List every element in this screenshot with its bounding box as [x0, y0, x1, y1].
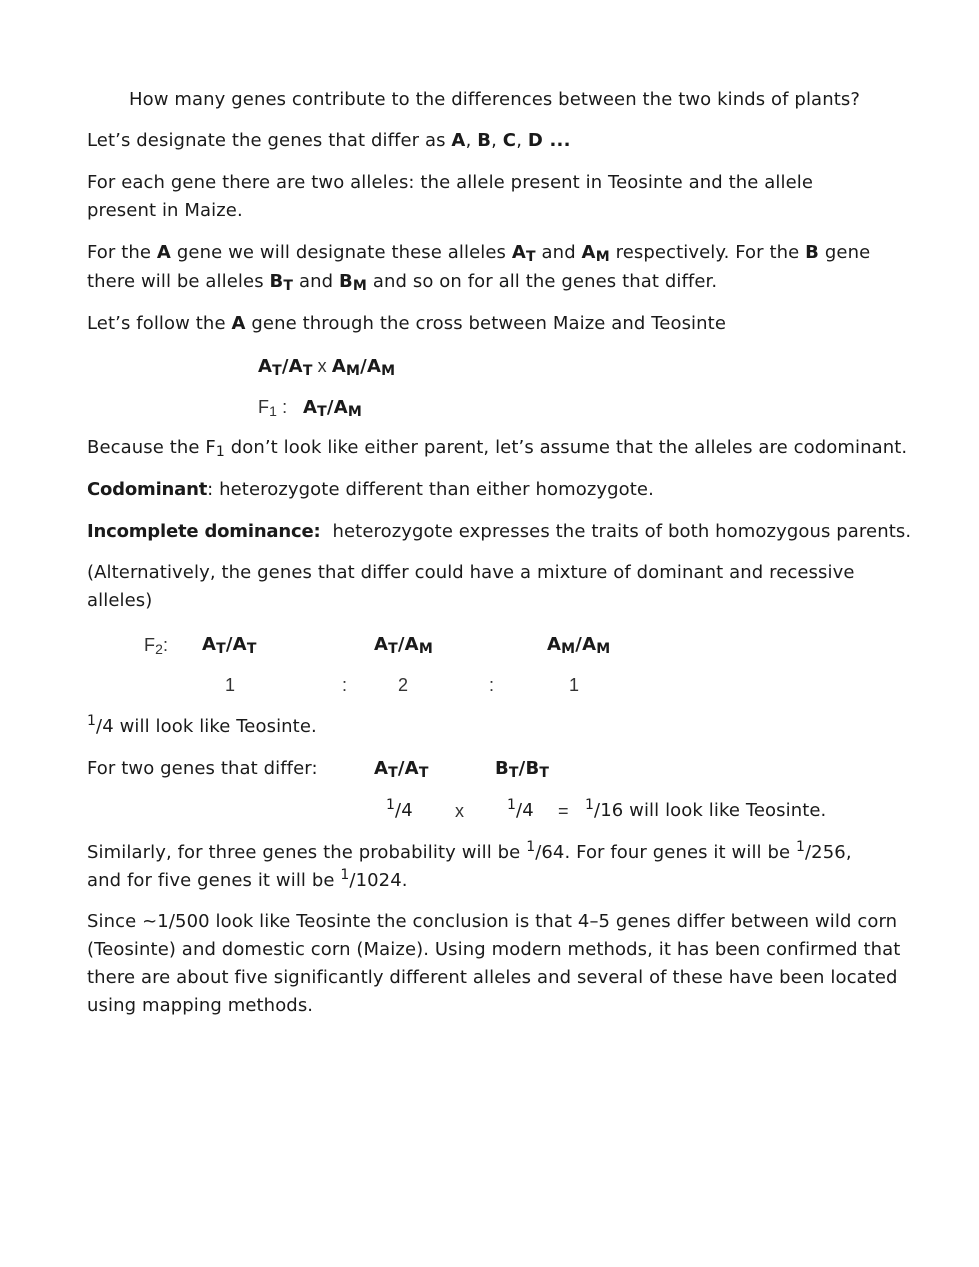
slash: / [535, 842, 542, 863]
genotype-at-at [258, 356, 313, 377]
a: A [303, 397, 318, 418]
a-gene-line-1 [87, 239, 870, 267]
designate-prefix: Let’s designate the genes that differ as [87, 130, 452, 151]
text: gene [819, 242, 871, 263]
ratio-colon-2: : [489, 675, 495, 695]
slash: / [360, 356, 367, 377]
a: A [547, 634, 562, 655]
conclusion-paragraph: Since ~1/500 look like Teosinte the conclusion is that 4–5 genes differ between wild corn (Teosinte) and domestic corn (Maize). Using modern methods, it has been confirmed that there are about five significantly different alleles and several of these have been located using mapping methods. [87, 911, 901, 1016]
a: A [404, 758, 419, 779]
two-genes-label: For two genes that differ: [87, 758, 318, 779]
allele-am [582, 242, 610, 263]
similarly-line-2 [87, 867, 408, 895]
f: F [144, 635, 156, 655]
gene-d: D [527, 130, 544, 151]
f2-genotype-am-am [547, 631, 610, 659]
sep: , [516, 130, 528, 151]
slash: / [805, 842, 812, 863]
b: B [525, 758, 540, 779]
sep: , [491, 130, 503, 151]
ratio-2: 2 [398, 675, 409, 695]
gene-b: B [477, 130, 492, 151]
text: there will be alleles [87, 271, 270, 292]
f1-line [258, 393, 362, 422]
den: 256 [811, 842, 846, 863]
den: 4 [401, 800, 413, 821]
slash: / [516, 800, 523, 821]
a: A [404, 634, 419, 655]
slash: / [326, 397, 334, 418]
a: A [232, 634, 247, 655]
slash: / [575, 634, 583, 655]
text: , [845, 842, 852, 863]
text: gene through the cross between Maize and Teosinte [245, 313, 726, 334]
f: F [258, 397, 270, 417]
slash: / [281, 356, 289, 377]
t: T [302, 363, 313, 379]
t: T [388, 765, 398, 781]
a: A [582, 634, 597, 655]
t: T [539, 765, 550, 781]
slash: / [397, 758, 405, 779]
gene-c: C [502, 130, 517, 151]
f2-label [144, 631, 168, 659]
a: A [202, 634, 217, 655]
num: 1 [585, 797, 595, 813]
text: . For four genes it will be [564, 842, 796, 863]
a: A [374, 758, 389, 779]
codominant-term: Codominant [87, 479, 208, 500]
incomplete-line [87, 518, 911, 546]
slash: / [395, 800, 402, 821]
den: 16 [600, 800, 624, 821]
codominant-line [87, 476, 654, 504]
f1-label [258, 397, 287, 417]
a: A [288, 356, 303, 377]
alternatively-paragraph: (Alternatively, the genes that differ could have a mixture of dominant and recessive alleles) [87, 562, 855, 611]
sub: 2 [155, 641, 163, 657]
gene-b: B [805, 242, 820, 263]
allele-at [512, 242, 536, 263]
text: respectively. For the [609, 242, 806, 263]
text: For the [87, 242, 157, 263]
text: don’t look like either parent, let’s assume that the alleles are codominant. [224, 437, 908, 458]
because-line [87, 434, 907, 462]
allele-sub: T [525, 249, 536, 265]
quarter-line [87, 713, 317, 741]
product-fraction-2 [507, 797, 534, 825]
gene-a: A [231, 313, 246, 334]
num: 1 [795, 839, 805, 855]
cross-times: x [312, 356, 332, 376]
product-result [585, 797, 826, 825]
allele-bm [339, 271, 367, 292]
den: 4 [102, 716, 114, 737]
slash: / [349, 870, 356, 891]
sep: , [465, 130, 478, 151]
codominant-definition: : heterozygote different than either homozygote. [207, 479, 654, 500]
allele-base: A [511, 242, 526, 263]
question-line: How many genes contribute to the differences between the two kinds of plants? [129, 89, 860, 110]
incomplete-definition: heterozygote expresses the traits of both homozygous parents. [332, 521, 912, 542]
text: gene we will designate these alleles [171, 242, 512, 263]
text: and [293, 271, 339, 292]
allele-base: B [269, 271, 284, 292]
a: A [333, 397, 348, 418]
m: M [346, 363, 361, 379]
text: will look like Teosinte. [113, 716, 317, 737]
a: A [374, 634, 389, 655]
product-times: x [455, 801, 465, 821]
two-genes-at-at [374, 755, 429, 783]
allele-base: A [581, 242, 596, 263]
gene-a: A [156, 242, 172, 263]
t: T [388, 641, 398, 657]
a: A [331, 356, 347, 377]
text: and [535, 242, 582, 263]
num: 1 [386, 797, 396, 813]
genotype-am-am [332, 356, 395, 377]
t: T [272, 363, 282, 379]
allele-sub: M [352, 278, 368, 294]
sub: 1 [215, 444, 225, 460]
slash: / [594, 800, 601, 821]
ratio-1: 1 [225, 675, 236, 695]
colon: : [163, 635, 169, 655]
product-fraction-1 [386, 797, 413, 825]
allele-sub: T [283, 278, 294, 294]
incomplete-term: Incomplete dominance: [87, 521, 321, 542]
a: A [258, 356, 273, 377]
num: 1 [526, 839, 536, 855]
t: T [216, 641, 226, 657]
f2-genotype-at-am [374, 631, 433, 659]
designate-line [87, 127, 571, 155]
allele-sub: M [595, 249, 610, 265]
t: T [418, 765, 429, 781]
f2-genotype-at-at [202, 631, 257, 659]
num: 1 [507, 797, 517, 813]
a: A [366, 356, 382, 377]
t: T [246, 641, 257, 657]
b: B [495, 758, 509, 779]
gene-a: A [451, 130, 466, 151]
product-equals: = [558, 801, 569, 821]
text: . [401, 870, 408, 891]
slash: / [518, 758, 526, 779]
ellipsis: ... [543, 130, 571, 151]
allele-base: B [338, 271, 353, 292]
m: M [561, 641, 576, 657]
slash: / [96, 716, 103, 737]
a-gene-line-2 [87, 268, 717, 296]
m: M [381, 363, 396, 379]
ratio-3: 1 [569, 675, 580, 695]
m: M [347, 404, 362, 420]
text: and for five genes it will be [87, 870, 341, 891]
text: will look like Teosinte. [623, 800, 827, 821]
colon: : [277, 397, 288, 417]
sub: 1 [269, 403, 277, 419]
text: Let’s follow the [87, 313, 232, 334]
num: 1 [340, 867, 350, 883]
m: M [596, 641, 611, 657]
slash: / [225, 634, 233, 655]
ratio-colon-1: : [342, 675, 348, 695]
alleles-paragraph: For each gene there are two alleles: the allele present in Teosinte and the allele present in Maize. [87, 172, 814, 221]
t: T [317, 404, 327, 420]
text: Similarly, for three genes the probability will be [87, 842, 527, 863]
text: and so on for all the genes that differ. [367, 271, 718, 292]
genotype-at-am [303, 397, 362, 418]
cross-line [258, 352, 395, 381]
m: M [418, 641, 433, 657]
t: T [508, 765, 519, 781]
similarly-line-1 [87, 839, 852, 867]
two-genes-bt-bt [495, 755, 549, 783]
num: 1 [87, 713, 97, 729]
follow-line [87, 310, 726, 338]
slash: / [397, 634, 405, 655]
den: 1024 [355, 870, 402, 891]
den: 64 [541, 842, 565, 863]
allele-bt [270, 271, 294, 292]
den: 4 [522, 800, 534, 821]
text: Because the F [87, 437, 216, 458]
